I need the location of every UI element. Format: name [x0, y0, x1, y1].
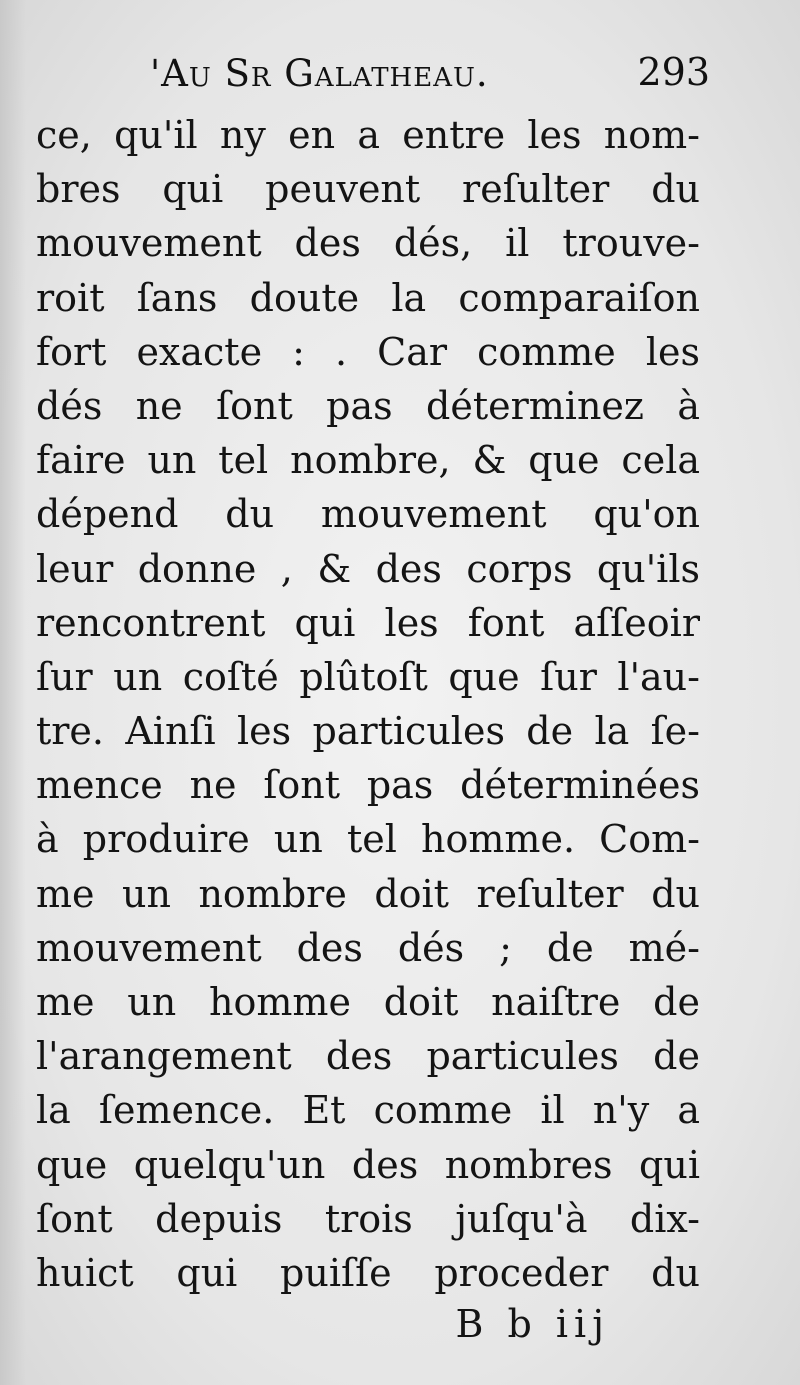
body-text: [36, 108, 700, 1300]
text-line: rencontrent qui les font aſſeoir: [36, 600, 700, 645]
text-line: la ſemence. Et comme il n'y a: [36, 1088, 700, 1133]
text-line: mouvement des dés ; de mé-: [36, 925, 700, 970]
text-line: me un homme doit naiſtre de: [36, 980, 700, 1024]
page-header: [150, 46, 710, 106]
text-line: mence ne ſont pas déterminées: [36, 763, 700, 808]
text-line: tre. Ainſi les particules de la ſe-: [36, 709, 700, 754]
text-line: roit ſans doute la comparaiſon: [36, 275, 700, 320]
text-line: dépend du mouvement qu'on: [36, 492, 700, 537]
text-line: dés ne ſont pas déterminez à: [36, 383, 700, 428]
text-line: faire un tel nombre, & que cela: [36, 438, 700, 483]
text-line: fort exacte : . Car comme les: [36, 329, 700, 374]
text-line: huict qui puiſſe proceder du: [36, 1250, 700, 1295]
text-line: l'arangement des particules de: [36, 1034, 700, 1079]
text-line: me un nombre doit reſulter du: [36, 871, 700, 916]
text-line: que quelqu'un des nombres qui: [36, 1142, 700, 1187]
text-line: bres qui peuvent reſulter du: [36, 167, 700, 212]
text-line: ſont depuis trois juſqu'à dix-: [36, 1196, 700, 1241]
running-head: 'Au Sr Galatheau.: [150, 52, 489, 95]
text-line: ce, qu'il ny en a entre les nom-: [36, 113, 700, 157]
text-line: à produire un tel homme. Com-: [36, 817, 700, 862]
text-line: leur donne , & des corps qu'ils: [36, 546, 700, 591]
page-gutter-shadow: [0, 0, 26, 1385]
text-line: mouvement des dés, il trouve-: [36, 221, 700, 266]
text-line: ſur un coſté plûtoſt que ſur l'au-: [36, 654, 700, 699]
page-number: 293: [637, 50, 710, 94]
signature-mark: B b iij: [455, 1302, 610, 1346]
